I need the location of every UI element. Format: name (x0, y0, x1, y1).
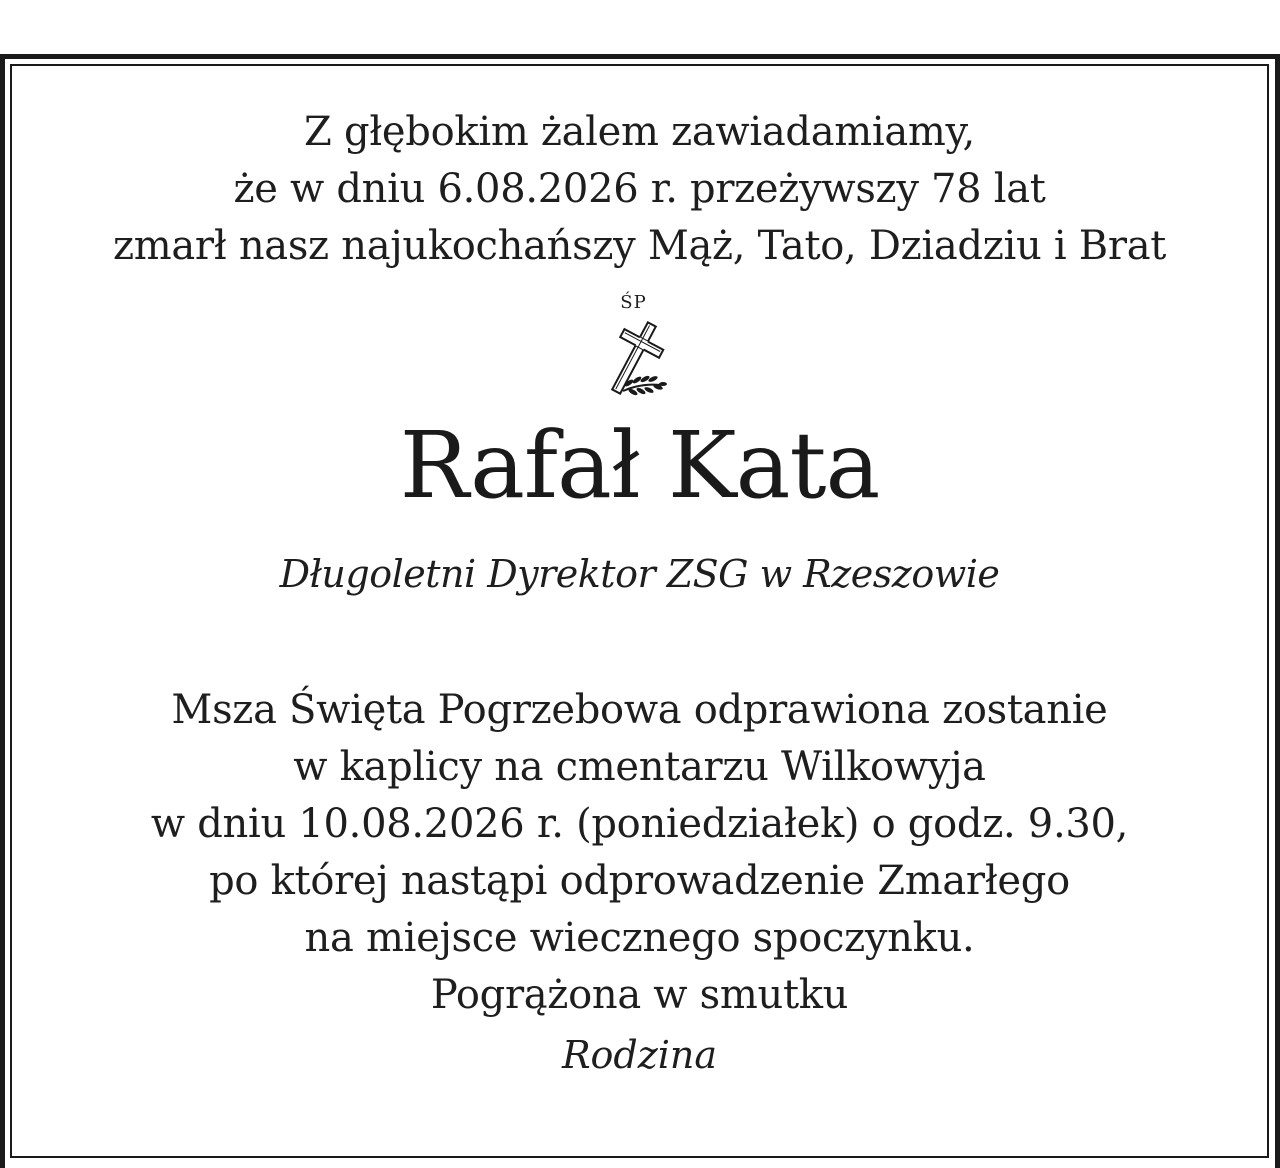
mourning-line: Pogrążona w smutku (430, 972, 849, 1018)
announcement-line: zmarł nasz najukochańszy Mąż, Tato, Dziadziu i Brat (112, 223, 1167, 269)
signature-family: Rodzina (561, 1033, 718, 1077)
obituary-notice (12, 66, 1267, 1080)
mass-info-line: w dniu 10.08.2026 r. (poniedziałek) o godz. 9.30, (150, 801, 1129, 847)
deceased-name: Rafał Kata (399, 412, 880, 519)
announcement (12, 104, 1267, 275)
sp-label: ŚP (620, 292, 647, 313)
announcement-line: że w dniu 6.08.2026 r. przeżywszy 78 lat (233, 166, 1046, 212)
funeral-mass-info (12, 682, 1267, 1024)
mass-info-line: po której nastąpi odprowadzenie Zmarłego (209, 858, 1070, 904)
sp-emblem (595, 293, 685, 403)
deceased-role: Długoletni Dyrektor ZSG w Rzeszowie (279, 552, 1000, 596)
announcement-line: Z głębokim żalem zawiadamiamy, (304, 109, 975, 155)
cross-with-palm-branch-icon (595, 313, 685, 403)
mass-info-line: Msza Święta Pogrzebowa odprawiona zostanie (171, 687, 1108, 733)
mass-info-line: w kaplicy na cmentarzu Wilkowyja (293, 744, 986, 790)
mass-info-line: na miejsce wiecznego spoczynku. (304, 915, 975, 961)
